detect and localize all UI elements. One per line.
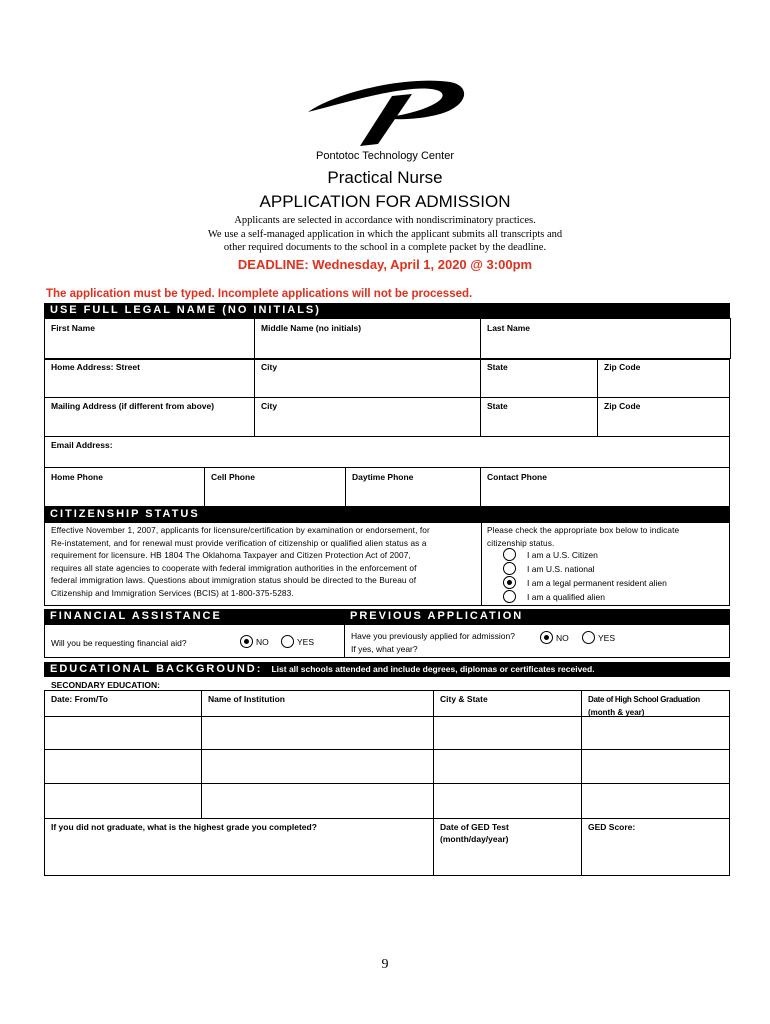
- citizenship-line: requirement for licensure. HB 1804 The Oklahoma Taxpayer and Citizen Protection Act of 2007,: [51, 550, 411, 561]
- middle-name-field[interactable]: [256, 334, 478, 356]
- ged-score-field[interactable]: [583, 846, 728, 874]
- home-state-field[interactable]: [482, 374, 595, 396]
- first-name-field[interactable]: [46, 334, 252, 356]
- form-title: APPLICATION FOR ADMISSION: [259, 192, 511, 211]
- edu-row3-city-field[interactable]: [435, 785, 580, 817]
- mailing-city-field[interactable]: [256, 413, 478, 435]
- last-name-label: Last Name: [487, 323, 530, 333]
- previous-question: Have you previously applied for admission?: [351, 631, 515, 641]
- home-state-label: State: [487, 362, 508, 372]
- edu-row1-city-field[interactable]: [435, 718, 580, 748]
- ged-date-format: (month/day/year): [440, 834, 509, 844]
- previous-yes-radio[interactable]: [582, 631, 595, 644]
- mailing-zip-label: Zip Code: [604, 401, 641, 411]
- col-graduation-date: Date of High School Graduation: [588, 695, 700, 704]
- education-heading-note: List all schools attended and include degrees, diplomas or certificates received.: [271, 664, 595, 674]
- middle-name-label: Middle Name (no initials): [261, 323, 362, 333]
- mailing-state-field[interactable]: [482, 413, 595, 435]
- cell-phone-field[interactable]: [206, 484, 343, 505]
- contact-phone-field[interactable]: [482, 484, 728, 505]
- home-street-label: Home Address: Street: [51, 362, 140, 372]
- first-name-label: First Name: [51, 323, 95, 333]
- previous-no-label: NO: [556, 633, 569, 643]
- pontotoc-logo-icon: [300, 72, 470, 152]
- edu-row2-graduation-field[interactable]: [583, 751, 728, 782]
- instruction-line: Please check the appropriate box below to indicate: [487, 525, 680, 535]
- daytime-phone-field[interactable]: [347, 484, 478, 505]
- last-name-field[interactable]: [482, 334, 728, 356]
- edu-row3-graduation-field[interactable]: [583, 785, 728, 817]
- citizenship-line: Effective November 1, 2007, applicants for licensure/certification by examination or endorsement, for: [51, 525, 430, 535]
- contact-phone-label: Contact Phone: [487, 472, 547, 482]
- citizenship-line: Re-instatement, and for renewal must provide verification of citizenship or qualified alien status as a: [51, 537, 427, 548]
- national-option-label: I am U.S. national: [527, 564, 595, 574]
- legal-name-heading: USE FULL LEGAL NAME (NO INITIALS): [44, 303, 730, 318]
- program-title: Practical Nurse: [327, 168, 443, 187]
- mailing-address-label: Mailing Address (if different from above): [51, 401, 215, 411]
- financial-no-radio[interactable]: [240, 635, 253, 648]
- edu-row2-city-field[interactable]: [435, 751, 580, 782]
- org-name: Pontotoc Technology Center: [316, 150, 454, 162]
- financial-previous-bar: [44, 609, 730, 624]
- permanent-resident-option-label: I am a legal permanent resident alien: [527, 578, 667, 588]
- financial-heading: FINANCIAL ASSISTANCE: [50, 610, 222, 622]
- mailing-city-label: City: [261, 401, 278, 411]
- permanent-resident-radio[interactable]: [503, 576, 516, 589]
- edu-row2-institution-field[interactable]: [203, 751, 432, 782]
- mailing-street-field[interactable]: [46, 413, 252, 435]
- previous-heading: PREVIOUS APPLICATION: [350, 610, 524, 622]
- home-phone-field[interactable]: [46, 484, 202, 505]
- mailing-zip-field[interactable]: [599, 413, 728, 435]
- edu-row3-date-field[interactable]: [46, 785, 200, 817]
- previous-no-radio[interactable]: [540, 631, 553, 644]
- col-date-from-to: Date: From/To: [51, 694, 108, 704]
- financial-yes-radio[interactable]: [281, 635, 294, 648]
- col-graduation-format: (month & year): [588, 708, 645, 717]
- financial-aid-question: Will you be requesting financial aid?: [51, 638, 187, 648]
- financial-no-label: NO: [256, 637, 269, 647]
- citizen-radio[interactable]: [503, 548, 516, 561]
- intro-line: Applicants are selected in accordance with nondiscriminatory practices.: [234, 215, 536, 226]
- daytime-phone-label: Daytime Phone: [352, 472, 414, 482]
- home-street-field[interactable]: [46, 374, 252, 396]
- education-heading-bar: [44, 662, 730, 677]
- ged-date-label: Date of GED Test: [440, 822, 509, 832]
- intro-text: [0, 214, 770, 255]
- secondary-education-label: SECONDARY EDUCATION:: [51, 680, 160, 690]
- citizenship-heading: CITIZENSHIP STATUS: [44, 507, 730, 522]
- highest-grade-question: If you did not graduate, what is the highest grade you completed?: [51, 822, 317, 832]
- intro-line: other required documents to the school in a complete packet by the deadline.: [223, 242, 547, 253]
- typed-notice: The application must be typed. Incomplete applications will not be processed.: [46, 288, 473, 300]
- citizen-option-label: I am a U.S. Citizen: [527, 550, 598, 560]
- financial-yes-label: YES: [297, 637, 315, 647]
- qualified-alien-radio[interactable]: [503, 590, 516, 603]
- deadline: DEADLINE: Wednesday, April 1, 2020 @ 3:00pm: [237, 257, 533, 272]
- home-phone-label: Home Phone: [51, 472, 103, 482]
- citizenship-line: Citizenship and Immigration Services (BCIS) at 1-800-375-5283.: [51, 587, 294, 598]
- email-field[interactable]: [46, 452, 728, 466]
- col-city-state: City & State: [440, 694, 488, 704]
- edu-row3-institution-field[interactable]: [203, 785, 432, 817]
- citizenship-paragraph: [51, 524, 478, 600]
- highest-grade-field[interactable]: [46, 846, 432, 874]
- qualified-alien-option-label: I am a qualified alien: [527, 592, 605, 602]
- intro-line: We use a self-managed application in which the applicant submits all transcripts and: [207, 228, 563, 240]
- edu-row2-date-field[interactable]: [46, 751, 200, 782]
- citizenship-line: federal immigration laws. Questions about immigration status should be directed to the Bureau of: [51, 575, 417, 586]
- home-zip-label: Zip Code: [604, 362, 641, 372]
- previous-year-question: If yes, what year?: [351, 644, 418, 654]
- cell-phone-label: Cell Phone: [211, 472, 255, 482]
- citizenship-line: requires all state agencies to cooperate with federal immigration authorities in the enforcement of: [51, 562, 417, 573]
- ged-score-label: GED Score:: [588, 822, 636, 832]
- col-institution: Name of Institution: [208, 694, 285, 704]
- previous-yes-label: YES: [598, 633, 616, 643]
- national-radio[interactable]: [503, 562, 516, 575]
- edu-row1-date-field[interactable]: [46, 718, 200, 748]
- email-label: Email Address:: [51, 440, 113, 450]
- instruction-line: citizenship status.: [487, 537, 555, 548]
- ged-date-field[interactable]: [435, 846, 580, 874]
- home-city-field[interactable]: [256, 374, 478, 396]
- citizenship-instruction: [487, 524, 719, 549]
- home-zip-field[interactable]: [599, 374, 728, 396]
- mailing-state-label: State: [487, 401, 508, 411]
- edu-row1-institution-field[interactable]: [203, 718, 432, 748]
- page-number: 9: [381, 957, 389, 972]
- edu-row1-graduation-field[interactable]: [583, 718, 728, 748]
- education-heading: EDUCATIONAL BACKGROUND:: [50, 663, 263, 675]
- home-city-label: City: [261, 362, 278, 372]
